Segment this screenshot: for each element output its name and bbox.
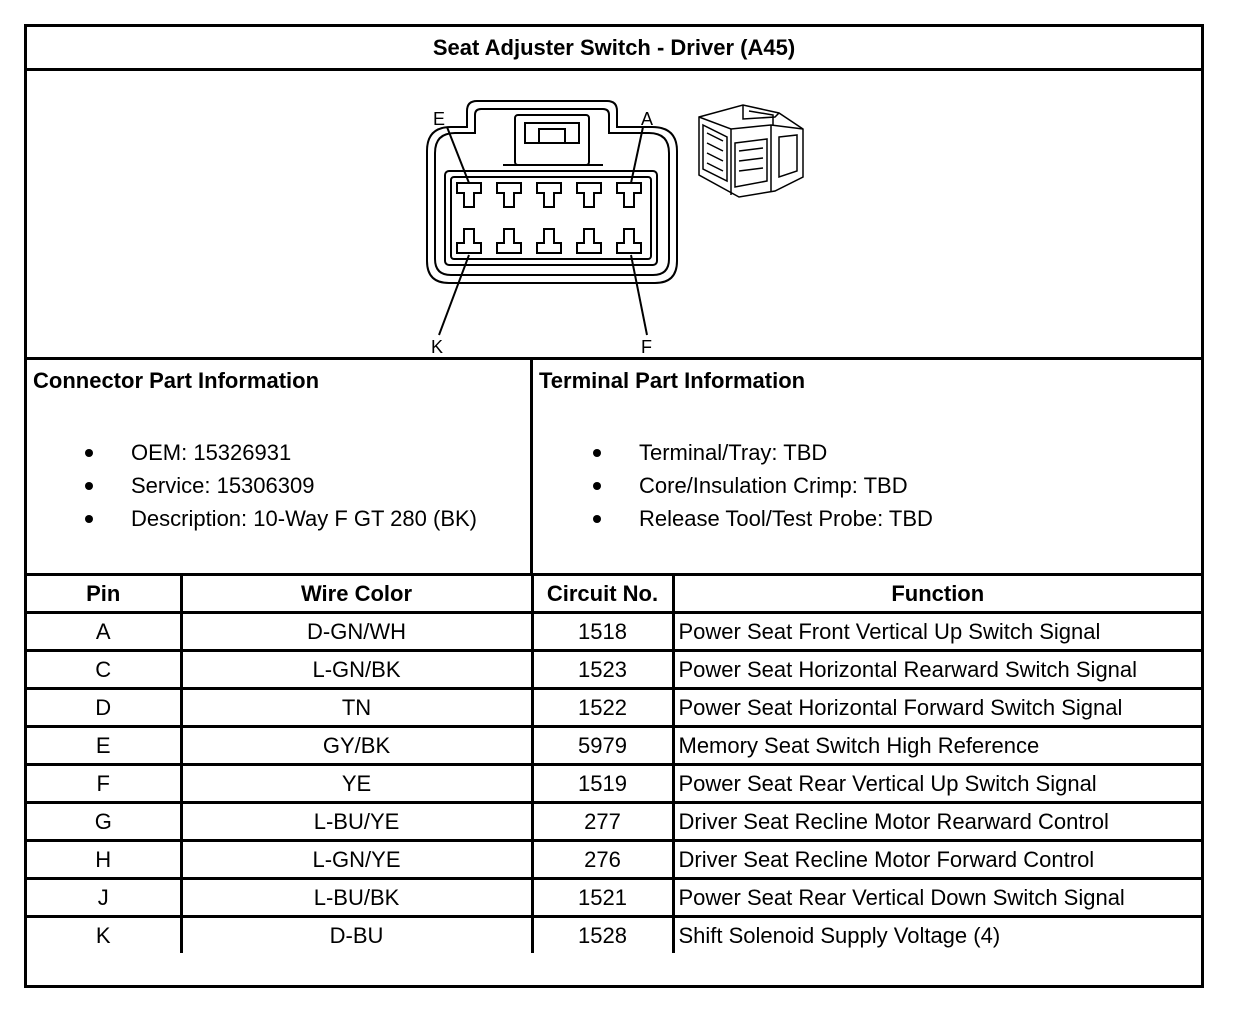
cell-wire-color: D-BU (181, 917, 532, 954)
cell-circuit-no: 1523 (532, 651, 673, 689)
list-item (533, 469, 933, 502)
cell-wire-color: YE (181, 765, 532, 803)
cell-function: Power Seat Front Vertical Up Switch Signal (673, 613, 1201, 651)
table-header-row (27, 575, 1201, 613)
cell-pin: E (27, 727, 181, 765)
pin-cavity-block (445, 171, 657, 265)
table-row (27, 765, 1201, 803)
cell-function: Driver Seat Recline Motor Rearward Control (673, 803, 1201, 841)
pinout-table-body (27, 613, 1201, 954)
cell-circuit-no: 5979 (532, 727, 673, 765)
terminal-tray: Terminal/Tray: TBD (639, 440, 828, 465)
list-item (533, 502, 933, 535)
list-item (27, 469, 477, 502)
table-row (27, 651, 1201, 689)
pinout-table (27, 573, 1201, 953)
cell-wire-color: L-GN/YE (181, 841, 532, 879)
cell-wire-color: GY/BK (181, 727, 532, 765)
cell-pin: J (27, 879, 181, 917)
terminal-part-info (533, 360, 1201, 576)
cell-pin: F (27, 765, 181, 803)
cell-circuit-no: 1521 (532, 879, 673, 917)
cell-pin: G (27, 803, 181, 841)
bullet-icon (593, 449, 601, 457)
cell-function: Shift Solenoid Supply Voltage (4) (673, 917, 1201, 954)
table-row (27, 803, 1201, 841)
list-item (533, 436, 933, 469)
connector-description: Description: 10-Way F GT 280 (BK) (131, 506, 477, 531)
cell-function: Driver Seat Recline Motor Forward Control (673, 841, 1201, 879)
cell-pin: D (27, 689, 181, 727)
cell-circuit-no: 1518 (532, 613, 673, 651)
header-function: Function (673, 575, 1201, 613)
cell-function: Power Seat Rear Vertical Down Switch Signal (673, 879, 1201, 917)
list-item (27, 502, 477, 535)
cell-function: Power Seat Horizontal Forward Switch Signal (673, 689, 1201, 727)
connector-face-drawing (27, 71, 1201, 357)
terminal-part-info-list (533, 436, 933, 535)
bullet-icon (85, 515, 93, 523)
connector-part-info-list (27, 436, 477, 535)
cell-wire-color: L-GN/BK (181, 651, 532, 689)
header-wire-color: Wire Color (181, 575, 532, 613)
pin-label-k: K (431, 337, 444, 357)
bullet-icon (593, 482, 601, 490)
terminal-release-tool: Release Tool/Test Probe: TBD (639, 506, 933, 531)
connector-part-info (27, 360, 533, 576)
cell-function: Power Seat Horizontal Rearward Switch Signal (673, 651, 1201, 689)
cell-pin: A (27, 613, 181, 651)
connector-diagram (27, 71, 1201, 360)
cell-wire-color: TN (181, 689, 532, 727)
table-row (27, 613, 1201, 651)
bullet-icon (85, 449, 93, 457)
connector-service: Service: 15306309 (131, 473, 315, 498)
bottom-row-terminals (457, 229, 641, 253)
cell-circuit-no: 276 (532, 841, 673, 879)
pin-label-f: F (641, 337, 652, 357)
table-row (27, 689, 1201, 727)
cell-circuit-no: 1522 (532, 689, 673, 727)
cell-wire-color: L-BU/YE (181, 803, 532, 841)
connector-part-info-heading: Connector Part Information (33, 368, 320, 393)
top-row-terminals (457, 183, 641, 207)
cell-function: Memory Seat Switch High Reference (673, 727, 1201, 765)
cell-wire-color: D-GN/WH (181, 613, 532, 651)
cell-circuit-no: 1528 (532, 917, 673, 954)
table-row (27, 727, 1201, 765)
table-row (27, 917, 1201, 954)
bullet-icon (593, 515, 601, 523)
header-circuit-no: Circuit No. (532, 575, 673, 613)
cell-pin: K (27, 917, 181, 954)
terminal-part-info-heading: Terminal Part Information (539, 368, 806, 393)
sheet-title: Seat Adjuster Switch - Driver (A45) (27, 27, 1201, 71)
cell-circuit-no: 277 (532, 803, 673, 841)
header-pin: Pin (27, 575, 181, 613)
connector-sheet (24, 24, 1204, 988)
bullet-icon (85, 482, 93, 490)
pin-label-a: A (641, 109, 654, 129)
table-row (27, 841, 1201, 879)
cell-pin: C (27, 651, 181, 689)
table-row (27, 879, 1201, 917)
terminal-crimp: Core/Insulation Crimp: TBD (639, 473, 908, 498)
pin-label-e: E (433, 109, 446, 129)
cell-pin: H (27, 841, 181, 879)
cell-function: Power Seat Rear Vertical Up Switch Signal (673, 765, 1201, 803)
connector-isometric-image (699, 105, 803, 197)
connector-oem: OEM: 15326931 (131, 440, 292, 465)
cell-wire-color: L-BU/BK (181, 879, 532, 917)
list-item (27, 436, 477, 469)
cell-circuit-no: 1519 (532, 765, 673, 803)
